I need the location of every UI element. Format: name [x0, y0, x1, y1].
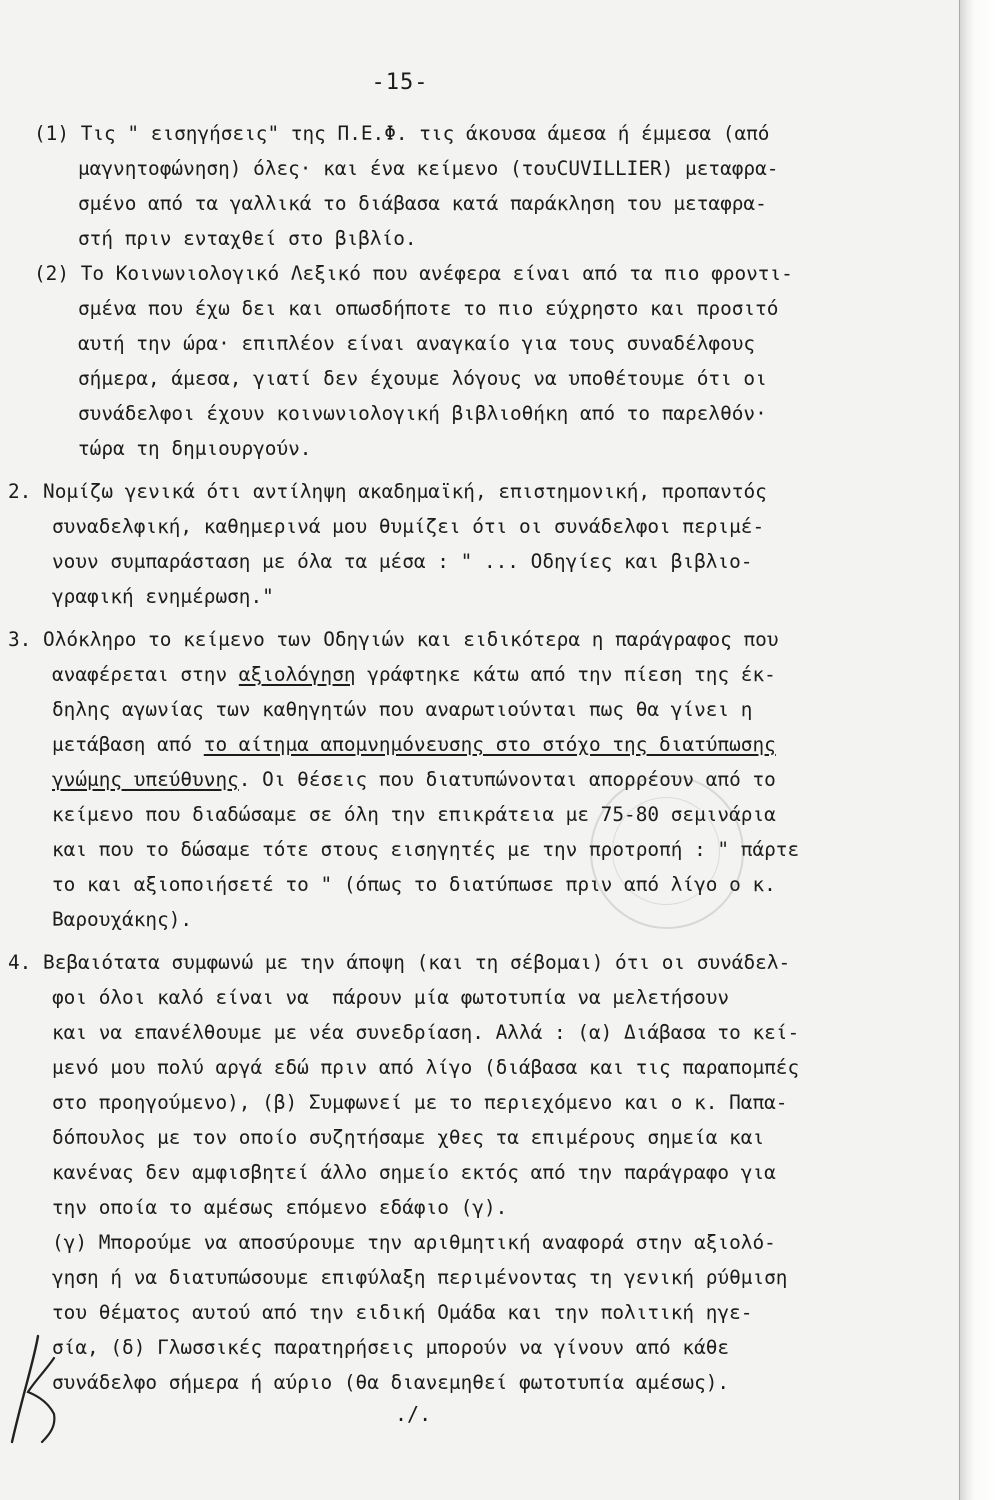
- text-line: φοι όλοι καλό είναι να πάρουν μία φωτοτυπία να μελετήσουν: [52, 986, 730, 1009]
- text-line: σμένα που έχω δει και οπωσδήποτε το πιο εύχρηστο και προσιτό: [78, 297, 779, 320]
- text-line: σμένο από τα γαλλικά το διάβασα κατά παράκληση του μεταφρα-: [78, 192, 767, 215]
- text-line: κανένας δεν αμφισβητεί άλλο σημείο εκτός από την παράγραφο για: [52, 1161, 776, 1184]
- text-line: δηλης αγωνίας των καθηγητών που αναρωτιούνται πως θα γίνει η: [52, 698, 753, 721]
- text-line: μαγνητοφώνηση) όλες· και ένα κείμενο (τουCUVILLIER) μεταφρα-: [78, 157, 779, 180]
- text-line: συναδελφική, καθημερινά μου θυμίζει ότι οι συνάδελφοι περιμέ-: [52, 515, 765, 538]
- text-line: σήμερα, άμεσα, γιατί δεν έχουμε λόγους να υποθέτουμε ότι οι: [78, 367, 767, 390]
- text-line: (1) Τις " εισηγήσεις" της Π.Ε.Φ. τις άκουσα άμεσα ή έμμεσα (από: [34, 122, 770, 145]
- underlined-phrase: γνώμης υπεύθυνης: [52, 768, 239, 791]
- text-line: 4. Βεβαιότατα συμφωνώ με την άποψη (και τη σέβομαι) ότι οι συνάδελ-: [8, 951, 791, 974]
- text-line: συνάδελφοι έχουν κοινωνιολογική βιβλιοθήκη από το παρελθόν·: [78, 402, 767, 425]
- underlined-phrase: το αίτημα απομνημόνευσης στο στόχο της διατύπωσης: [203, 733, 776, 756]
- continuation-mark: ./.: [395, 1402, 432, 1426]
- page-edge: [959, 0, 998, 1500]
- text-line: γραφική ενημέρωση.": [52, 585, 274, 608]
- text-line: (2) Το Κοινωνιολογικό Λεξικό που ανέφερα είναι από τα πιο φροντι-: [34, 262, 793, 285]
- text-line: σία, (δ) Γλωσσικές παρατηρήσεις μπορούν να γίνουν από κάθε: [52, 1336, 730, 1359]
- text-line: [52, 663, 776, 687]
- text-line: 3. Ολόκληρο το κείμενο των Οδηγιών και ειδικότερα η παράγραφος που: [8, 628, 779, 651]
- text-line: μενό μου πολύ αργά εδώ πριν από λίγο (διάβασα και τις παραπομπές: [52, 1056, 800, 1079]
- text-line: τώρα τη δημιουργούν.: [78, 437, 312, 460]
- text-line: συνάδελφο σήμερα ή αύριο (θα διανεμηθεί φωτοτυπία αμέσως).: [52, 1371, 730, 1394]
- text-segment: . Οι θέσεις που διατυπώνονται απορρέουν από το: [238, 768, 776, 791]
- text-line: κείμενο που διαδώσαμε σε όλη την επικράτεια με 75-80 σεμινάρια: [52, 803, 776, 826]
- text-segment: γράφτηκε κάτω από την πίεση της έκ-: [355, 663, 776, 686]
- text-line: γηση ή να διατυπώσουμε επιφύλαξη περιμένοντας τη γενική ρύθμιση: [52, 1266, 788, 1289]
- signature-icon: [4, 1330, 74, 1450]
- text-segment: αναφέρεται στην: [52, 663, 239, 686]
- page-number: -15-: [371, 70, 429, 95]
- text-line: 2. Νομίζω γενικά ότι αντίληψη ακαδημαϊκή, επιστημονική, προπαντός: [8, 480, 767, 503]
- text-line: και που το δώσαμε τότε στους εισηγητές με την προτροπή : " πάρτε: [52, 838, 800, 861]
- faded-stamp-icon: [590, 775, 744, 929]
- text-line: στή πριν ενταχθεί στο βιβλίο.: [78, 227, 417, 250]
- text-line: δόπουλος με τον οποίο συζητήσαμε χθες τα επιμέρους σημεία και: [52, 1126, 765, 1149]
- text-line: στο προηγούμενο), (β) Συμφωνεί με το περιεχόμενο και ο κ. Παπα-: [52, 1091, 788, 1114]
- text-line: και να επανέλθουμε με νέα συνεδρίαση. Αλλά : (α) Διάβασα το κεί-: [52, 1021, 800, 1044]
- text-line: την οποία το αμέσως επόμενο εδάφιο (γ).: [52, 1196, 508, 1219]
- text-line: νουν συμπαράσταση με όλα τα μέσα : " ... Οδηγίες και βιβλιο-: [52, 550, 753, 573]
- text-line: Βαρουχάκης).: [52, 908, 193, 931]
- text-line: [52, 733, 776, 757]
- text-line: το και αξιοποιήσετέ το " (όπως το διατύπωσε πριν από λίγο ο κ.: [52, 873, 776, 896]
- text-line: αυτή την ώρα· επιπλέον είναι αναγκαίο για τους συναδέλφους: [78, 332, 756, 355]
- underlined-phrase: αξιολόγηση: [238, 663, 356, 686]
- text-line: του θέματος αυτού από την ειδική Ομάδα και την πολιτική ηγε-: [52, 1301, 753, 1324]
- text-segment: μετάβαση από: [52, 733, 204, 756]
- text-line: (γ) Μπορούμε να αποσύρουμε την αριθμητική αναφορά στην αξιολό-: [52, 1231, 776, 1254]
